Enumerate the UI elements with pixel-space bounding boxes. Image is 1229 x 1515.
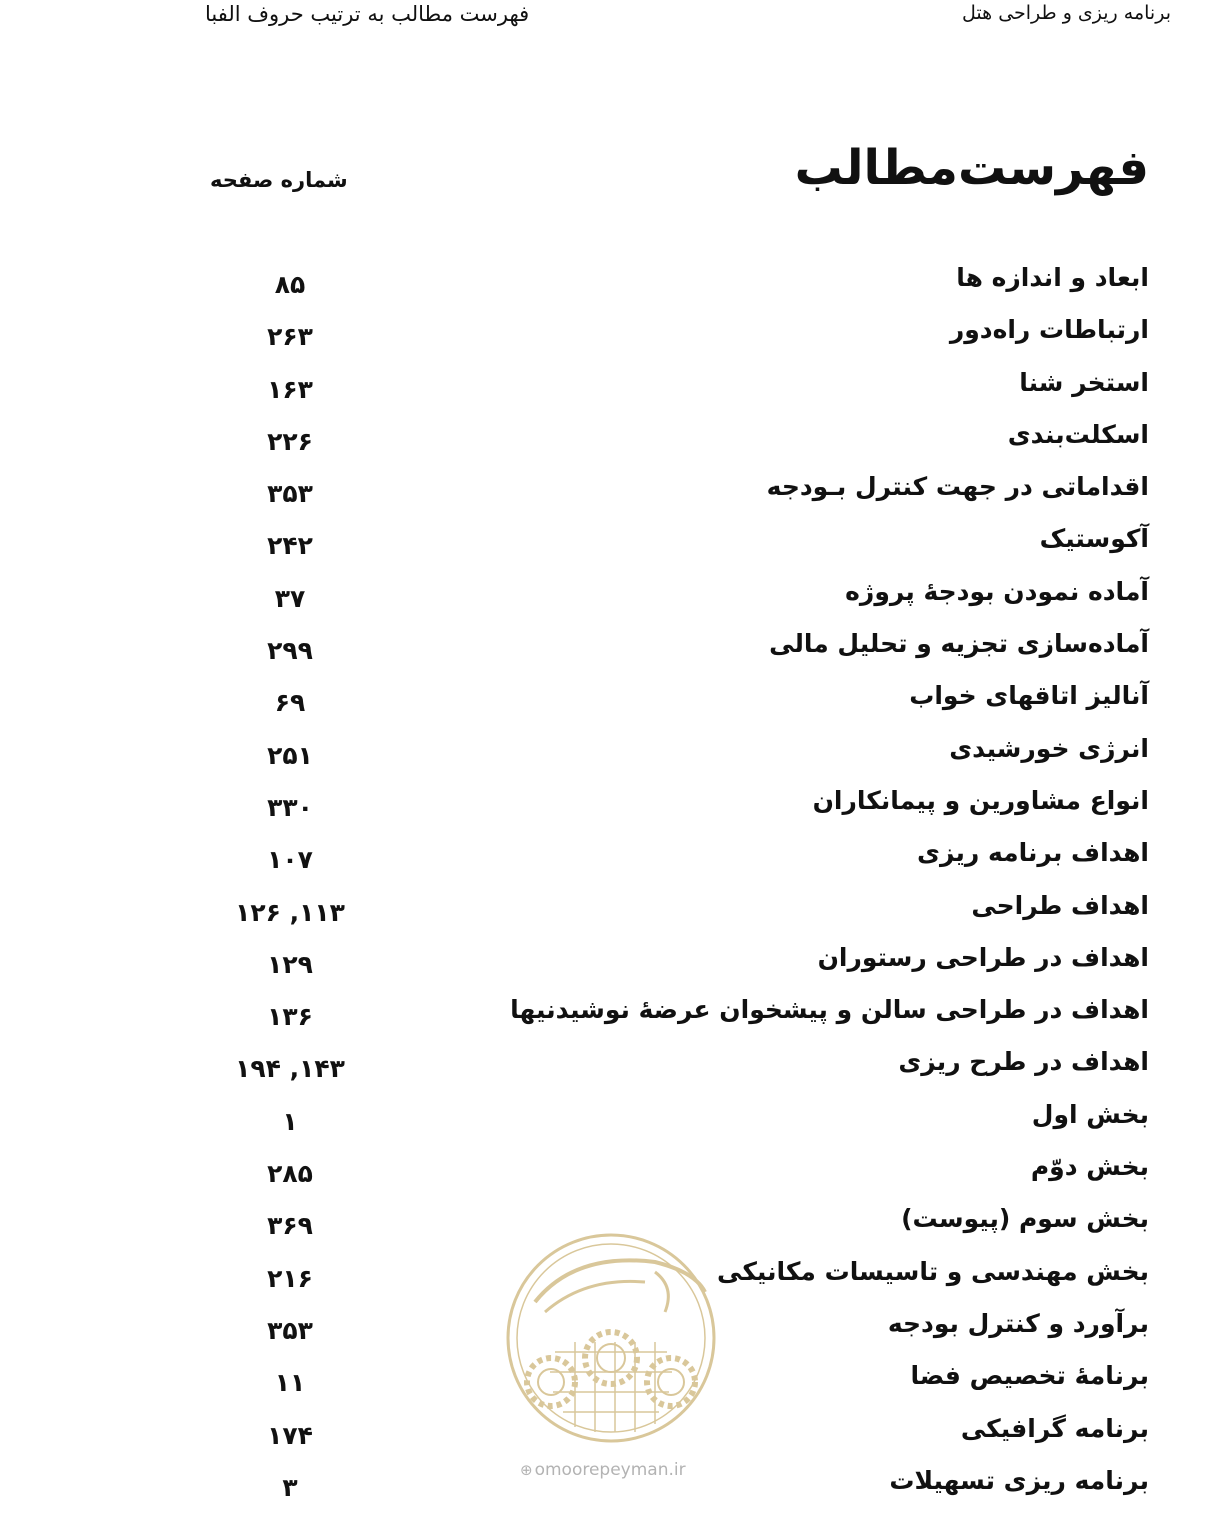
toc-row [0, 260, 1229, 312]
toc-entry-page-number: ۸۵ [274, 270, 306, 299]
running-header-section-title: فهرست مطالب به ترتیب حروف الفبا [205, 2, 530, 26]
toc-entry-page-number: ۱۱۳, ۱۲۶ [235, 897, 345, 927]
toc-entry-title: اهداف در طرح ریزی [898, 1047, 1149, 1077]
toc-row [0, 783, 1229, 835]
toc-row [0, 312, 1229, 364]
toc-entry-page-number: ۲۴۲ [267, 531, 313, 561]
toc-entry-page-number: ۲۶۳ [267, 322, 313, 352]
toc-entry-page-number: ۲۹۹ [267, 636, 313, 666]
toc-entry-page-number: ۳ [282, 1472, 298, 1502]
toc-entry-title: آماده نمودن بودجهٔ پروژه [845, 576, 1149, 606]
toc-row [0, 417, 1229, 469]
toc-entry-page-number: ۱ [282, 1106, 298, 1136]
toc-row [0, 888, 1229, 940]
toc-entry-page-number: ۱۴۳, ۱۹۴ [235, 1054, 345, 1084]
toc-title: فهرست‌مطالب [794, 140, 1149, 196]
toc-row [0, 521, 1229, 573]
toc-entry-title: برنامه ریزی تسهیلات [889, 1465, 1149, 1495]
toc-row [0, 835, 1229, 887]
toc-entry-title: آکوستیک [1039, 524, 1149, 554]
toc-entry-page-number: ۱۱ [274, 1368, 306, 1398]
toc-entry-page-number: ۲۵۱ [267, 740, 313, 770]
toc-entry-page-number: ۱۶۳ [267, 374, 313, 404]
toc-entry-page-number: ۱۰۷ [267, 845, 313, 875]
toc-entry-title: برنامه گرافیکی [960, 1413, 1149, 1443]
toc-entry-title: برآورد و کنترل بودجه [887, 1308, 1149, 1338]
toc-entry-page-number: ۳۷ [274, 583, 306, 613]
toc-entry-title: بخش اول [1031, 1099, 1149, 1129]
toc-entry-title: ابعاد و اندازه ها [956, 263, 1149, 292]
toc-row [0, 1097, 1229, 1149]
toc-entry-page-number: ۱۳۶ [267, 1002, 313, 1032]
toc-entry-title: اسکلت‌بندی [1007, 419, 1149, 449]
toc-row [0, 1149, 1229, 1201]
toc-row [0, 365, 1229, 417]
toc-entry-page-number: ۲۱۶ [267, 1263, 313, 1293]
toc-entry-title: انرژی خورشیدی [949, 733, 1149, 763]
running-header-book-title: برنامه ریزی و طراحی هتل [962, 2, 1171, 24]
toc-entry-title: آماده‌سازی تجزیه و تحلیل مالی [769, 629, 1149, 659]
toc-entry-title: استخر شنا [1019, 367, 1149, 397]
toc-entry-page-number: ۲۲۶ [267, 426, 313, 456]
toc-row [0, 731, 1229, 783]
toc-row [0, 992, 1229, 1044]
toc-entry-title: ارتباطات راه‌دور [949, 315, 1149, 345]
toc-entry-page-number: ۳۵۳ [267, 1315, 313, 1345]
toc-entry-page-number: ۱۷۴ [267, 1420, 313, 1450]
watermark-url-text: omoorepeyman.ir [534, 1460, 686, 1480]
watermark-stamp-logo [505, 1232, 717, 1444]
toc-entry-page-number: ۱۲۹ [267, 949, 313, 979]
page-number-column-header: شماره صفحه [210, 168, 348, 192]
toc-entry-page-number: ۶۹ [274, 688, 306, 718]
toc-entry-title: آنالیز اتاقهای خواب [909, 681, 1149, 711]
toc-row [0, 469, 1229, 521]
toc-entry-title: اهداف برنامه ریزی [917, 838, 1149, 868]
toc-row [0, 940, 1229, 992]
toc-entry-title: انواع مشاورین و پیمانکاران [812, 785, 1149, 815]
toc-entry-page-number: ۲۸۵ [267, 1159, 313, 1189]
toc-row [0, 1044, 1229, 1096]
toc-entry-title: اهداف طراحی [971, 890, 1149, 920]
toc-entry-title: برنامهٔ تخصیص فضا [910, 1361, 1149, 1391]
toc-entry-page-number: ۳۳۰ [267, 792, 313, 822]
toc-entry-title: اقداماتی در جهت کنترل بـودجه [766, 472, 1149, 502]
watermark-url [520, 1460, 686, 1480]
toc-row [0, 626, 1229, 678]
toc-entry-page-number: ۳۵۳ [267, 479, 313, 509]
toc-entry-page-number: ۳۶۹ [267, 1211, 313, 1241]
toc-entry-title: اهداف در طراحی رستوران [817, 942, 1149, 972]
toc-entry-title: بخش سوم (پیوست) [901, 1204, 1149, 1234]
globe-icon: ⊕ [520, 1461, 533, 1479]
toc-entry-title: بخش مهندسی و تاسیسات مکانیکی [717, 1256, 1149, 1286]
toc-row [0, 678, 1229, 730]
toc-entry-title: بخش دوّم [1030, 1152, 1149, 1182]
toc-row [0, 574, 1229, 626]
toc-entry-title: اهداف در طراحی سالن و پیشخوان عرضهٔ نوشیدنیها [510, 995, 1149, 1025]
